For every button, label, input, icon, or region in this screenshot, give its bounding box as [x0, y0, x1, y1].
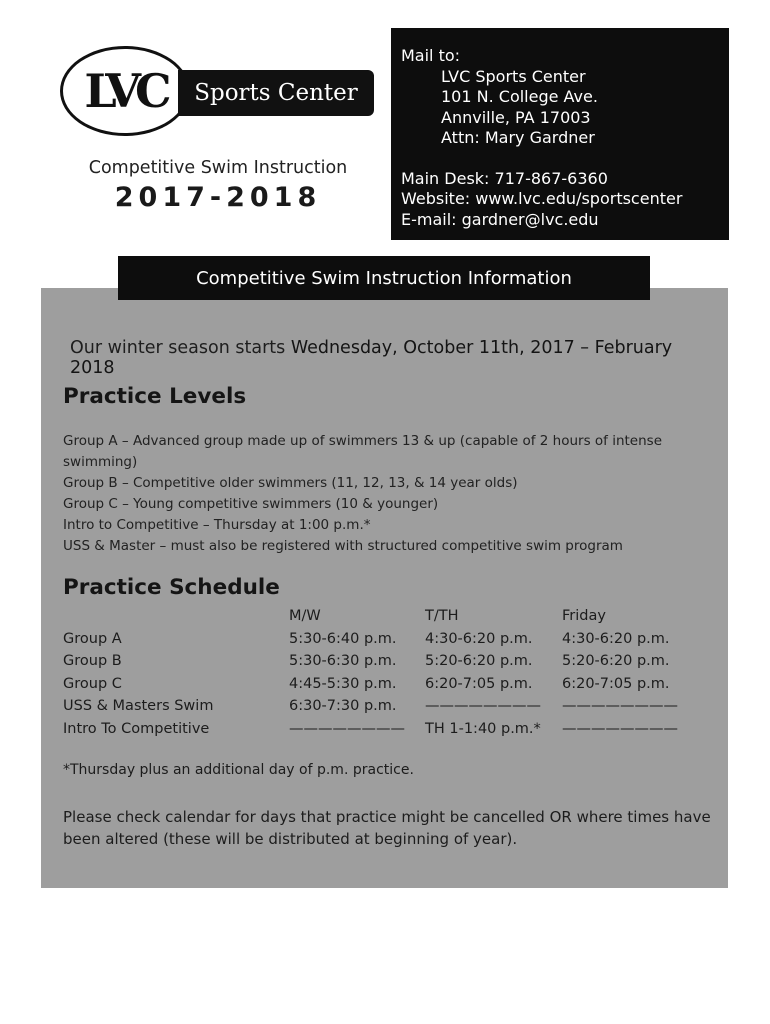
schedule-cell: Intro To Competitive — [63, 720, 210, 737]
schedule-cell: 6:20-7:05 p.m. — [425, 675, 533, 692]
lvc-sports-center-logo — [60, 46, 375, 142]
schedule-header-row — [63, 605, 702, 628]
address-line: Annville, PA 17003 — [441, 107, 591, 127]
schedule-cell: 6:30-7:30 p.m. — [289, 698, 397, 715]
schedule-header-cell: M/W — [289, 608, 321, 625]
schedule-cell: ———————— — [289, 720, 405, 737]
schedule-row — [63, 628, 702, 651]
schedule-cell: 5:20-6:20 p.m. — [562, 653, 670, 670]
practice-schedule-title: Practice Schedule — [63, 575, 280, 600]
season-lead: Our winter season starts — [70, 338, 291, 358]
practice-levels-list — [63, 431, 713, 557]
season-range: Wednesday, October 11th, 2017 – February 2018 — [70, 338, 673, 378]
schedule-footnote: *Thursday plus an additional day of p.m. practice. — [63, 762, 414, 778]
logo-text: Sports Center — [194, 80, 358, 106]
schedule-cell: 5:30-6:30 p.m. — [289, 653, 397, 670]
info-header: Competitive Swim Instruction Information — [118, 256, 650, 300]
schedule-cell: 5:30-6:40 p.m. — [289, 630, 397, 647]
schedule-cell: Group C — [63, 675, 122, 692]
schedule-cell: 4:45-5:30 p.m. — [289, 675, 397, 692]
program-subtitle: Competitive Swim Instruction — [88, 158, 348, 178]
mail-to-label: Mail to: — [401, 46, 461, 65]
schedule-cell: 4:30-6:20 p.m. — [425, 630, 533, 647]
schedule-row — [63, 695, 702, 718]
logo-emblem — [60, 46, 190, 136]
schedule-cell: 5:20-6:20 p.m. — [425, 653, 533, 670]
level-item: Group C – Young competitive swimmers (10 & younger) — [63, 496, 439, 512]
schedule-cell: 4:30-6:20 p.m. — [562, 630, 670, 647]
schedule-row — [63, 673, 702, 696]
email-link[interactable]: E-mail: gardner@lvc.edu — [401, 209, 599, 229]
level-item: Intro to Competitive – Thursday at 1:00 p.m.* — [63, 517, 371, 533]
schedule-cell: ———————— — [562, 720, 678, 737]
schedule-header-cell: Friday — [562, 608, 606, 625]
website-link[interactable]: Website: www.lvc.edu/sportscenter — [401, 189, 683, 208]
schedule-cell: USS & Masters Swim — [63, 698, 214, 715]
level-item: USS & Master – must also be registered with structured competitive swim program — [63, 538, 623, 554]
program-year: 2017-2018 — [114, 182, 322, 213]
address-line: Attn: Mary Gardner — [441, 128, 595, 147]
schedule-cell: TH 1-1:40 p.m.* — [425, 720, 541, 737]
schedule-cell: ———————— — [425, 698, 541, 715]
address-line: 101 N. College Ave. — [441, 87, 598, 106]
main-desk-phone: Main Desk: 717-867-6360 — [401, 168, 608, 188]
address-line: LVC Sports Center — [441, 66, 586, 86]
logo-mark: LVC — [84, 64, 166, 118]
schedule-cell: Group A — [63, 630, 122, 647]
level-item: Group A – Advanced group made up of swimmers 13 & up (capable of 2 hours of intense swimming) — [63, 433, 663, 470]
practice-schedule-table — [63, 605, 702, 740]
schedule-cell: Group B — [63, 653, 122, 670]
practice-levels-title: Practice Levels — [63, 384, 247, 409]
calendar-note: Please check calendar for days that practice might be cancelled OR where times have been altered (these will be distributed at beginning of year). — [63, 808, 711, 848]
schedule-header-cell: T/TH — [425, 608, 459, 625]
schedule-row — [63, 718, 702, 741]
schedule-row — [63, 650, 702, 673]
logo-banner — [178, 70, 374, 116]
level-item: Group B – Competitive older swimmers (11, 12, 13, & 14 year olds) — [63, 475, 518, 491]
contact-box — [391, 28, 729, 240]
schedule-cell: ———————— — [562, 698, 678, 715]
schedule-cell: 6:20-7:05 p.m. — [562, 675, 670, 692]
season-dates — [70, 338, 720, 378]
